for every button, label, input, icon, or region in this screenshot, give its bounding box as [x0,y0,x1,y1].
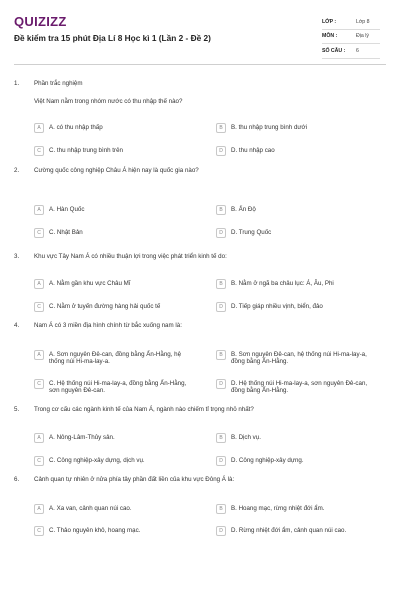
option-text: D. Trung Quốc [231,229,272,236]
option-text: D. Tiếp giáp nhiều vịnh, biển, đảo [231,303,323,310]
option-text: B. thu nhập trung bình dưới [231,124,307,131]
option-letter-box: D [216,302,226,312]
meta-key: SỐ CÂU : [322,47,346,54]
option-text: C. thu nhập trung bình trên [49,147,123,154]
question-3 [14,253,386,310]
option-text: A. Sơn nguyên Đê-can, đồng bằng Ấn-Hằng, hệ thống núi Hi-ma-lay-a. [49,351,182,366]
question-2 [14,167,386,236]
section-heading: Phần trắc nghiệm [34,80,83,87]
question-number: 3. [14,253,20,260]
option-b[interactable] [216,280,376,289]
option-letter-box: B [216,279,226,289]
option-letter-box: A [34,279,44,289]
question-header [14,80,386,88]
option-letter-box: B [216,433,226,443]
question-number: 5. [14,406,20,413]
option-letter-box: A [34,205,44,215]
question-6 [14,476,386,534]
option-text: D. Công nghiệp-xây dựng. [231,457,304,464]
option-a[interactable] [34,434,194,443]
option-a[interactable] [34,124,194,133]
option-letter-box: D [216,228,226,238]
option-letter-box: A [34,504,44,514]
meta-value: 6 [356,47,359,54]
option-letter-box: C [34,526,44,536]
option-c[interactable] [34,147,194,156]
question-text: Cường quốc công nghiệp Châu Á hiện nay là quốc gia nào? [34,167,199,174]
option-letter-box: A [34,350,44,360]
option-text: A. Hàn Quốc [49,206,85,213]
meta-value: Địa lý [356,33,369,40]
option-a[interactable] [34,351,194,366]
meta-row-count [322,44,380,59]
option-a[interactable] [34,206,194,215]
option-text: D. Rừng nhiệt đới ẩm, cảnh quan núi cao. [231,527,347,534]
option-c[interactable] [34,457,194,466]
question-header [14,406,386,414]
option-text: A. có thu nhập thấp [49,124,103,131]
question-text: Khu vực Tây Nam Á có nhiều thuận lợi trong việc phát triển kinh tế do: [34,253,227,260]
option-d[interactable] [216,229,376,238]
option-letter-box: B [216,350,226,360]
meta-key: LỚP : [322,18,337,25]
question-4 [14,322,386,395]
question-number: 4. [14,322,20,329]
option-letter-box: D [216,456,226,466]
option-text: B. Sơn nguyên Đê-can, hệ thống núi Hi-ma-lay-a, đồng bằng Ấn-Hằng. [231,351,367,366]
question-1 [14,80,386,154]
option-letter-box: B [216,504,226,514]
option-letter-box: C [34,146,44,156]
question-header [14,167,386,175]
option-letter-box: C [34,228,44,238]
option-d[interactable] [216,147,376,156]
option-d[interactable] [216,457,376,466]
question-header [14,476,386,484]
option-b[interactable] [216,505,376,514]
option-text: C. Nhật Bản [49,229,83,236]
option-letter-box: B [216,123,226,133]
option-b[interactable] [216,351,376,366]
question-number: 6. [14,476,20,483]
question-number: 1. [14,80,20,87]
meta-row-subject [322,30,380,45]
option-b[interactable] [216,434,376,443]
meta-key: MÔN : [322,33,338,40]
question-text: Cảnh quan tự nhiên ở nửa phía tây phần đất liền của khu vực Đông Á là: [34,476,235,483]
option-text: D. Hệ thống núi Hi-ma-lay-a, sơn nguyên Đê-can, đồng bằng Ấn-Hằng. [231,380,368,395]
option-letter-box: D [216,379,226,389]
question-prompt-row [14,98,386,106]
option-text: A. Nằm gần khu vực Châu Mĩ [49,280,131,287]
meta-row-class [322,15,380,30]
question-header [14,322,386,330]
option-text: C. Hệ thống núi Hi-ma-lay-a, đồng bằng Ấn-Hằng, sơn nguyên Đê-can. [49,380,187,395]
option-letter-box: C [34,379,44,389]
option-a[interactable] [34,505,194,514]
question-header [14,253,386,261]
option-d[interactable] [216,380,376,395]
option-d[interactable] [216,527,376,536]
option-text: C. Công nghiệp-xây dựng, dịch vụ. [49,457,145,464]
worksheet-meta [322,15,380,59]
option-b[interactable] [216,124,376,133]
option-c[interactable] [34,229,194,238]
option-text: A. Nông-Lâm-Thủy sản. [49,434,115,441]
option-c[interactable] [34,303,194,312]
option-c[interactable] [34,380,194,395]
quizizz-logo: QUIZIZZ [14,14,67,29]
option-b[interactable] [216,206,376,215]
option-letter-box: C [34,456,44,466]
option-letter-box: A [34,123,44,133]
question-text: Việt Nam nằm trong nhóm nước có thu nhập thế nào? [34,98,183,105]
option-c[interactable] [34,527,194,536]
option-letter-box: C [34,302,44,312]
question-5 [14,406,386,464]
option-letter-box: B [216,205,226,215]
option-text: B. Dịch vụ. [231,434,261,441]
question-number: 2. [14,167,20,174]
option-letter-box: D [216,526,226,536]
option-text: B. Nằm ở ngã ba châu lục: Á, Âu, Phi [231,280,334,287]
option-a[interactable] [34,280,194,289]
option-letter-box: A [34,433,44,443]
option-text: A. Xa van, cảnh quan núi cao. [49,505,132,512]
worksheet-header [14,0,386,65]
option-d[interactable] [216,303,376,312]
option-text: B. Hoang mạc, rừng nhiệt đới ẩm. [231,505,325,512]
question-text: Trong cơ cấu các ngành kinh tế của Nam Á, ngành nào chiếm tỉ trọng nhỏ nhất? [34,406,254,413]
option-text: D. thu nhập cao [231,147,275,154]
meta-value: Lớp 8 [356,18,370,25]
option-text: B. Ấn Độ [231,206,256,213]
option-letter-box: D [216,146,226,156]
question-text: Nam Á có 3 miền địa hình chính từ bắc xuống nam là: [34,322,182,329]
option-text: C. Thảo nguyên khô, hoang mạc. [49,527,141,534]
worksheet-title: Đề kiểm tra 15 phút Địa Lí 8 Học kì 1 (Lần 2 - Đề 2) [14,33,211,43]
option-text: C. Nằm ở tuyến đường hàng hải quốc tế [49,303,161,310]
